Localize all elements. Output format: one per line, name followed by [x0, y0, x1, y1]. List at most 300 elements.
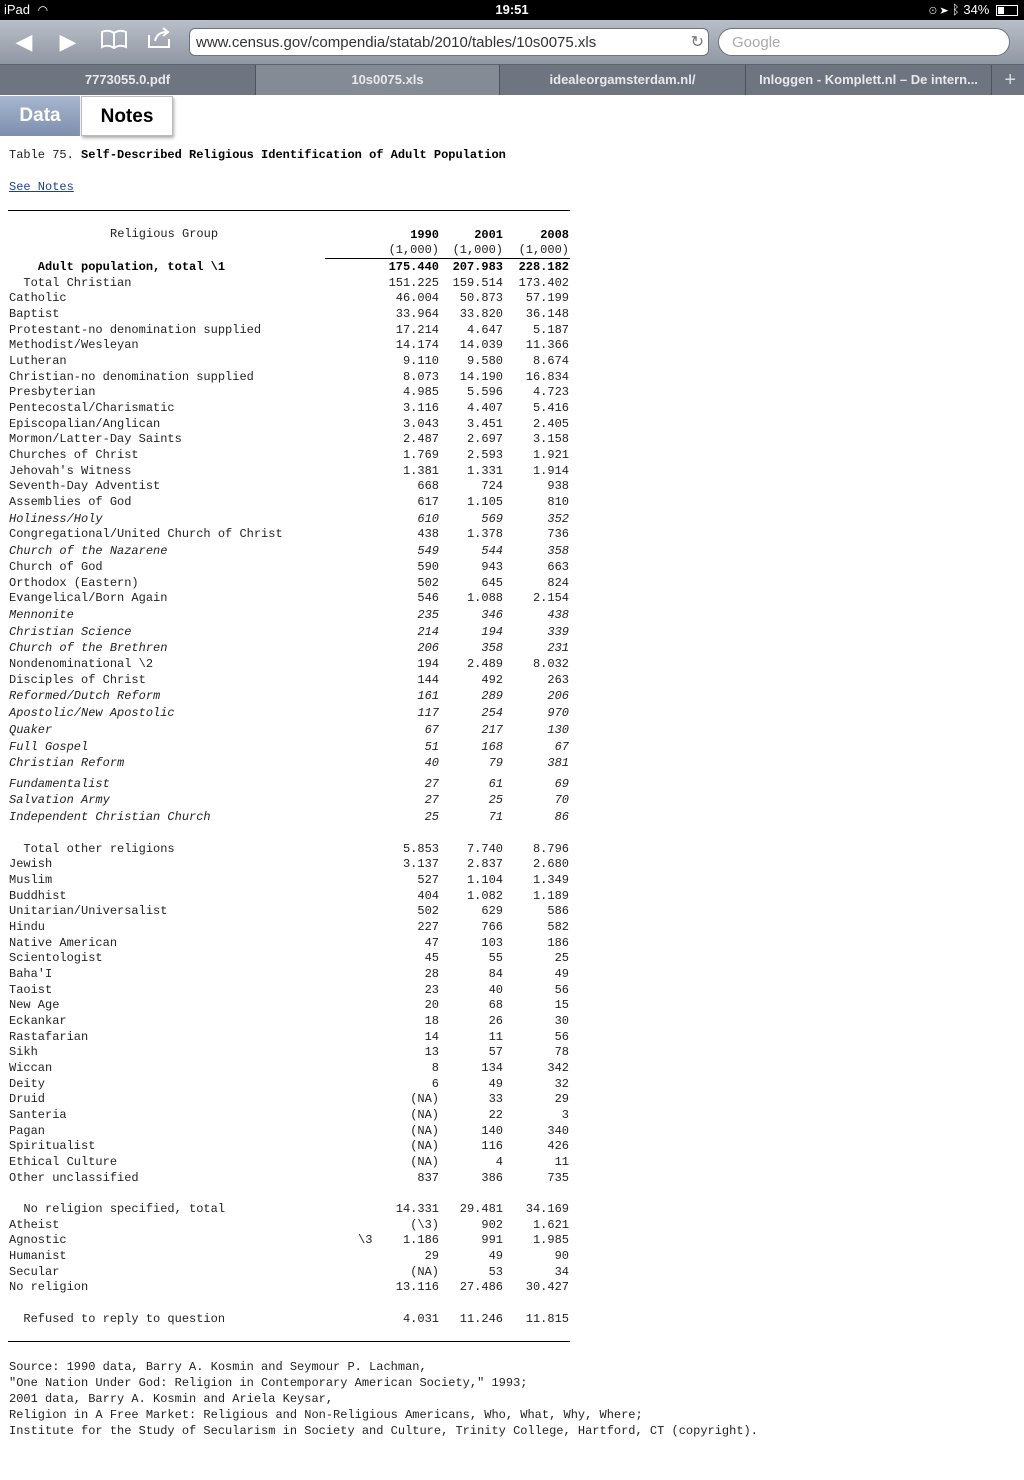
- row-label: Deity: [9, 1077, 46, 1091]
- cell-1990: 46.004: [395, 291, 439, 305]
- row-label: Nondenominational \2: [9, 657, 154, 671]
- cell-2008: 938: [547, 479, 569, 493]
- table-row: [9, 810, 571, 826]
- column-header-2001: 2001: [474, 228, 503, 242]
- cell-1990: 28: [424, 967, 439, 981]
- cell-1990: 14: [424, 1030, 439, 1044]
- cell-2001: 14.190: [459, 370, 503, 384]
- table-row: [9, 1155, 571, 1171]
- cell-2008: 3: [561, 1108, 569, 1122]
- table-row: [9, 689, 571, 705]
- row-label: Reformed/Dutch Reform: [9, 689, 161, 703]
- cell-2008: 34.169: [525, 1202, 569, 1216]
- row-label: Sikh: [9, 1045, 38, 1059]
- cell-2008: 228.182: [518, 260, 569, 274]
- cell-2008: 56: [554, 983, 569, 997]
- table-row: [9, 1092, 571, 1108]
- cell-2008: 358: [547, 544, 569, 558]
- search-input[interactable]: [730, 33, 994, 52]
- cell-1990: (\3): [410, 1218, 439, 1232]
- table-row: [9, 432, 571, 448]
- cell-2008: 1.914: [532, 464, 569, 478]
- row-label: Seventh-Day Adventist: [9, 479, 161, 493]
- table-row: [9, 740, 571, 756]
- cell-1990: 194: [417, 657, 439, 671]
- cell-2001: 1.082: [466, 889, 503, 903]
- cell-1990: 549: [417, 544, 439, 558]
- cell-2008: 78: [554, 1045, 569, 1059]
- row-label: Taoist: [9, 983, 53, 997]
- cell-1990: 6: [431, 1077, 439, 1091]
- cell-2001: 168: [481, 740, 503, 754]
- cell-2008: 11.815: [525, 1312, 569, 1326]
- cell-2008: 339: [547, 625, 569, 639]
- cell-1990: 3.116: [402, 401, 439, 415]
- wifi-icon: ◠: [37, 3, 49, 17]
- cell-1990: 3.137: [402, 857, 439, 871]
- cell-2001: 27.486: [459, 1280, 503, 1294]
- cell-2008: 25: [554, 951, 569, 965]
- cell-2008: 67: [554, 740, 569, 754]
- row-label: Other unclassified: [9, 1171, 139, 1185]
- row-label: Church of the Brethren: [9, 641, 168, 655]
- cell-2001: 2.593: [466, 448, 503, 462]
- new-tab-icon[interactable]: +: [1004, 69, 1016, 91]
- row-label: Catholic: [9, 291, 67, 305]
- table-row: [9, 936, 571, 952]
- cell-1990: 161: [417, 689, 439, 703]
- cell-1990: 20: [424, 998, 439, 1012]
- table-row: [9, 1312, 571, 1328]
- cell-2001: 22: [488, 1108, 503, 1122]
- cell-1990: 18: [424, 1014, 439, 1028]
- table-row: [9, 307, 571, 323]
- table-row: [9, 276, 571, 292]
- table-row: [9, 464, 571, 480]
- row-label: Mormon/Latter-Day Saints: [9, 432, 182, 446]
- cell-2001: 1.104: [466, 873, 503, 887]
- cell-1990: (NA): [410, 1092, 439, 1106]
- cell-1990: 40: [424, 756, 439, 770]
- cell-2001: 71: [488, 810, 503, 824]
- row-label: Fundamentalist: [9, 777, 110, 791]
- cell-2008: 735: [547, 1171, 569, 1185]
- share-icon[interactable]: [142, 27, 178, 57]
- table-row: [9, 1171, 571, 1187]
- table-row: [9, 385, 571, 401]
- back-icon[interactable]: ◀: [15, 29, 33, 54]
- clock: 19:51: [495, 2, 529, 17]
- bluetooth-icon: ᛒ: [951, 2, 960, 17]
- cell-1990: 5.853: [402, 842, 439, 856]
- cell-2001: 53: [488, 1265, 503, 1279]
- bookmarks-icon[interactable]: [96, 27, 132, 57]
- cell-2001: 544: [481, 544, 503, 558]
- table-row: [9, 1061, 571, 1077]
- data-button[interactable]: Data: [0, 96, 80, 136]
- cell-2008: 36.148: [525, 307, 569, 321]
- cell-1990: (NA): [410, 1265, 439, 1279]
- row-label: Secular: [9, 1265, 60, 1279]
- table-row: [9, 857, 571, 873]
- cell-2008: 130: [547, 723, 569, 737]
- table-row: [9, 793, 571, 809]
- table-row: [9, 1045, 571, 1061]
- cell-1990: 837: [417, 1171, 439, 1185]
- cell-2001: 386: [481, 1171, 503, 1185]
- cell-2008: 11.366: [525, 338, 569, 352]
- cell-2008: 8.032: [532, 657, 569, 671]
- cell-1990: 14.331: [395, 1202, 439, 1216]
- cell-2008: 582: [547, 920, 569, 934]
- table-row: [9, 1249, 571, 1265]
- cell-2008: 970: [547, 706, 569, 720]
- row-label: Church of God: [9, 560, 103, 574]
- row-label: Presbyterian: [9, 385, 96, 399]
- table-prefix: Table 75.: [9, 148, 82, 162]
- cell-2001: 33: [488, 1092, 503, 1106]
- cell-1990: 45: [424, 951, 439, 965]
- row-label: Quaker: [9, 723, 53, 737]
- row-footnote: \3: [358, 1233, 373, 1247]
- row-label: Mennonite: [9, 608, 74, 622]
- cell-2001: 492: [481, 673, 503, 687]
- url-text: www.census.gov/compendia/statab/2010/tables/10s0075.xls: [196, 34, 597, 51]
- row-label: Baha'I: [9, 967, 53, 981]
- cell-2008: 1.189: [532, 889, 569, 903]
- table-row: [9, 641, 571, 657]
- cell-2008: 70: [554, 793, 569, 807]
- cell-2008: 438: [547, 608, 569, 622]
- cell-2001: 1.378: [466, 527, 503, 541]
- cell-2001: 645: [481, 576, 503, 590]
- cell-2008: 663: [547, 560, 569, 574]
- notes-button[interactable]: Notes: [81, 96, 173, 136]
- see-notes-link[interactable]: See Notes: [9, 180, 74, 194]
- lock-rotation-icon: ⊙: [929, 2, 937, 17]
- table-row: [9, 673, 571, 689]
- cell-2001: 254: [481, 706, 503, 720]
- row-label: Total Christian: [9, 276, 132, 290]
- cell-2001: 40: [488, 983, 503, 997]
- row-label: Full Gospel: [9, 740, 89, 754]
- cell-2001: 140: [481, 1124, 503, 1138]
- cell-1990: 175.440: [388, 260, 439, 274]
- cell-1990: 3.043: [402, 417, 439, 431]
- cell-2008: 3.158: [532, 432, 569, 446]
- cell-2001: 217: [481, 723, 503, 737]
- cell-2008: 352: [547, 512, 569, 526]
- cell-1990: 214: [417, 625, 439, 639]
- cell-2008: 16.834: [525, 370, 569, 384]
- table-row: [9, 842, 571, 858]
- table-row: [9, 1108, 571, 1124]
- cell-1990: 9.110: [402, 354, 439, 368]
- column-header-group: Religious Group: [110, 227, 219, 241]
- row-label: Ethical Culture: [9, 1155, 118, 1169]
- tab-bar: [0, 65, 1024, 95]
- cell-2001: 11: [488, 1030, 503, 1044]
- cell-2001: 1.105: [466, 495, 503, 509]
- table-row: [9, 544, 571, 560]
- cell-2001: 1.088: [466, 591, 503, 605]
- row-label: Pentecostal/Charismatic: [9, 401, 175, 415]
- table-row: [9, 904, 571, 920]
- bottom-rule: [8, 1341, 570, 1342]
- cell-2001: 2.489: [466, 657, 503, 671]
- table-row: [9, 657, 571, 673]
- cell-1990: 117: [417, 706, 439, 720]
- unit-label: (1,000): [388, 243, 439, 257]
- table-row: [9, 512, 571, 528]
- cell-2008: 4.723: [532, 385, 569, 399]
- cell-1990: 206: [417, 641, 439, 655]
- cell-1990: 527: [417, 873, 439, 887]
- tab-xls[interactable]: 10s0075.xls: [256, 65, 500, 95]
- cell-2001: 11.246: [459, 1312, 503, 1326]
- tab-pdf[interactable]: 7773055.0.pdf: [0, 65, 256, 95]
- cell-1990: 25: [424, 810, 439, 824]
- cell-2001: 159.514: [452, 276, 503, 290]
- source-note: Source: 1990 data, Barry A. Kosmin and Seymour P. Lachman, "One Nation Under God: Religion in Contemporary American Society," 1993; 2001 data, Barry A. Kosmin and Ariela Keysar, Religion in A Free Market: Religious and Non-Religious Americans, Who, What, Why, Where; Institute for the Study of Secularism in Society and Culture, Trinity College, Hartford, CT (copyright).: [9, 1360, 758, 1438]
- address-bar[interactable]: [189, 28, 709, 56]
- cell-2001: 569: [481, 512, 503, 526]
- row-label: Unitarian/Universalist: [9, 904, 168, 918]
- header-rule: [325, 258, 570, 259]
- cell-2001: 902: [481, 1218, 503, 1232]
- row-label: Churches of Christ: [9, 448, 139, 462]
- cell-2001: 3.451: [466, 417, 503, 431]
- column-header-2008: 2008: [540, 228, 569, 242]
- row-label: Holiness/Holy: [9, 512, 103, 526]
- cell-1990: 610: [417, 512, 439, 526]
- cell-2001: 4.647: [466, 323, 503, 337]
- row-label: Agnostic: [9, 1233, 67, 1247]
- row-label: Lutheran: [9, 354, 67, 368]
- cell-2008: 206: [547, 689, 569, 703]
- cell-1990: 668: [417, 479, 439, 493]
- cell-2001: 629: [481, 904, 503, 918]
- table-row: [9, 354, 571, 370]
- cell-2001: 7.740: [466, 842, 503, 856]
- table-row: [9, 291, 571, 307]
- cell-1990: 14.174: [395, 338, 439, 352]
- cell-2008: 586: [547, 904, 569, 918]
- row-label: Buddhist: [9, 889, 67, 903]
- cell-1990: (NA): [410, 1124, 439, 1138]
- table-row: [9, 625, 571, 641]
- row-label: No religion: [9, 1280, 89, 1294]
- table-row: [9, 527, 571, 543]
- cell-2008: 1.349: [532, 873, 569, 887]
- table-row: [9, 756, 571, 772]
- cell-2001: 4: [495, 1155, 503, 1169]
- table-row: [9, 873, 571, 889]
- cell-2008: 69: [554, 777, 569, 791]
- cell-1990: 617: [417, 495, 439, 509]
- row-label: Rastafarian: [9, 1030, 89, 1044]
- cell-1990: 27: [424, 777, 439, 791]
- cell-1990: (NA): [410, 1108, 439, 1122]
- cell-1990: 144: [417, 673, 439, 687]
- cell-2008: 231: [547, 641, 569, 655]
- battery-percent: 34%: [963, 2, 990, 17]
- cell-1990: 1.186: [402, 1233, 439, 1247]
- cell-2001: 1.331: [466, 464, 503, 478]
- cell-2001: 991: [481, 1233, 503, 1247]
- cell-2008: 263: [547, 673, 569, 687]
- cell-2001: 68: [488, 998, 503, 1012]
- table-row: [9, 495, 571, 511]
- row-label: New Age: [9, 998, 60, 1012]
- cell-2008: 8.796: [532, 842, 569, 856]
- cell-1990: 29: [424, 1249, 439, 1263]
- table-row: [9, 1077, 571, 1093]
- row-label: Santeria: [9, 1108, 67, 1122]
- row-label: Orthodox (Eastern): [9, 576, 139, 590]
- row-label: Scientologist: [9, 951, 103, 965]
- cell-1990: 13: [424, 1045, 439, 1059]
- cell-1990: 151.225: [388, 276, 439, 290]
- table-row: [9, 1030, 571, 1046]
- row-label: Jehovah's Witness: [9, 464, 132, 478]
- cell-2008: 29: [554, 1092, 569, 1106]
- row-label: Druid: [9, 1092, 46, 1106]
- cell-2001: 25: [488, 793, 503, 807]
- cell-2008: 30: [554, 1014, 569, 1028]
- cell-1990: 13.116: [395, 1280, 439, 1294]
- cell-1990: 33.964: [395, 307, 439, 321]
- cell-2008: 2.680: [532, 857, 569, 871]
- cell-2001: 61: [488, 777, 503, 791]
- cell-2008: 32: [554, 1077, 569, 1091]
- cell-2008: 30.427: [525, 1280, 569, 1294]
- row-label: Baptist: [9, 307, 60, 321]
- row-label: Evangelical/Born Again: [9, 591, 168, 605]
- cell-2001: 33.820: [459, 307, 503, 321]
- table-row: [9, 889, 571, 905]
- cell-2008: 8.674: [532, 354, 569, 368]
- location-icon: ➤: [940, 2, 949, 17]
- row-label: Apostolic/New Apostolic: [9, 706, 175, 720]
- cell-2008: 736: [547, 527, 569, 541]
- cell-2001: 9.580: [466, 354, 503, 368]
- cell-2001: 289: [481, 689, 503, 703]
- table-row: [9, 983, 571, 999]
- cell-1990: 227: [417, 920, 439, 934]
- cell-1990: 27: [424, 793, 439, 807]
- row-label: Christian Reform: [9, 756, 125, 770]
- cell-1990: 546: [417, 591, 439, 605]
- row-label: Humanist: [9, 1249, 67, 1263]
- reload-icon[interactable]: ↻: [690, 34, 704, 51]
- cell-2001: 134: [481, 1061, 503, 1075]
- cell-2001: 57: [488, 1045, 503, 1059]
- cell-2008: 824: [547, 576, 569, 590]
- cell-2001: 14.039: [459, 338, 503, 352]
- table-row: [9, 1280, 571, 1296]
- row-label: Refused to reply to question: [9, 1312, 226, 1326]
- tab-idealeorg[interactable]: idealeorgamsterdam.nl/: [500, 65, 746, 95]
- table-row: [9, 448, 571, 464]
- cell-2001: 207.983: [452, 260, 503, 274]
- table-row: [9, 591, 571, 607]
- cell-1990: 51: [424, 740, 439, 754]
- cell-2001: 724: [481, 479, 503, 493]
- unit-label: (1,000): [452, 243, 503, 257]
- cell-2001: 50.873: [459, 291, 503, 305]
- search-field[interactable]: [718, 28, 1010, 56]
- row-label: Protestant-no denomination supplied: [9, 323, 262, 337]
- cell-2008: 1.621: [532, 1218, 569, 1232]
- row-label: Atheist: [9, 1218, 60, 1232]
- cell-1990: 404: [417, 889, 439, 903]
- cell-1990: 8.073: [402, 370, 439, 384]
- table-row: [9, 1202, 571, 1218]
- row-label: Muslim: [9, 873, 53, 887]
- cell-1990: 2.487: [402, 432, 439, 446]
- cell-1990: 502: [417, 904, 439, 918]
- cell-2008: 2.154: [532, 591, 569, 605]
- row-label: Church of the Nazarene: [9, 544, 168, 558]
- cell-2008: 186: [547, 936, 569, 950]
- forward-icon[interactable]: ▶: [59, 29, 77, 54]
- table-row: [9, 1265, 571, 1281]
- row-label: Christian-no denomination supplied: [9, 370, 254, 384]
- table-row: [9, 998, 571, 1014]
- cell-2001: 55: [488, 951, 503, 965]
- cell-1990: 17.214: [395, 323, 439, 337]
- row-label: Spiritualist: [9, 1139, 96, 1153]
- cell-2001: 84: [488, 967, 503, 981]
- cell-1990: 502: [417, 576, 439, 590]
- cell-2008: 11: [554, 1155, 569, 1169]
- row-label: Total other religions: [9, 842, 175, 856]
- top-rule: [8, 210, 570, 211]
- cell-2001: 29.481: [459, 1202, 503, 1216]
- cell-2008: 90: [554, 1249, 569, 1263]
- row-label: Wiccan: [9, 1061, 53, 1075]
- cell-2008: 86: [554, 810, 569, 824]
- column-header-1990: 1990: [410, 228, 439, 242]
- cell-2008: 34: [554, 1265, 569, 1279]
- row-label: Jewish: [9, 857, 53, 871]
- table-row: [9, 576, 571, 592]
- cell-1990: 235: [417, 608, 439, 622]
- unit-label: (1,000): [518, 243, 569, 257]
- cell-2001: 2.697: [466, 432, 503, 446]
- cell-1990: 1.381: [402, 464, 439, 478]
- cell-2008: 173.402: [518, 276, 569, 290]
- device-label: iPad: [4, 2, 31, 17]
- tab-komplett[interactable]: Inloggen - Komplett.nl – De intern...: [746, 65, 992, 95]
- row-label: Methodist/Wesleyan: [9, 338, 139, 352]
- cell-1990: 1.769: [402, 448, 439, 462]
- table-title: [9, 148, 506, 162]
- status-bar: [0, 0, 1024, 20]
- row-label: Adult population, total \1: [9, 260, 226, 274]
- cell-2001: 2.837: [466, 857, 503, 871]
- cell-2001: 103: [481, 936, 503, 950]
- table-row: [9, 260, 571, 276]
- row-label: Independent Christian Church: [9, 810, 211, 824]
- cell-2008: 1.921: [532, 448, 569, 462]
- row-label: Pagan: [9, 1124, 46, 1138]
- cell-2008: 49: [554, 967, 569, 981]
- row-label: Episcopalian/Anglican: [9, 417, 161, 431]
- cell-2001: 26: [488, 1014, 503, 1028]
- table-row: [9, 401, 571, 417]
